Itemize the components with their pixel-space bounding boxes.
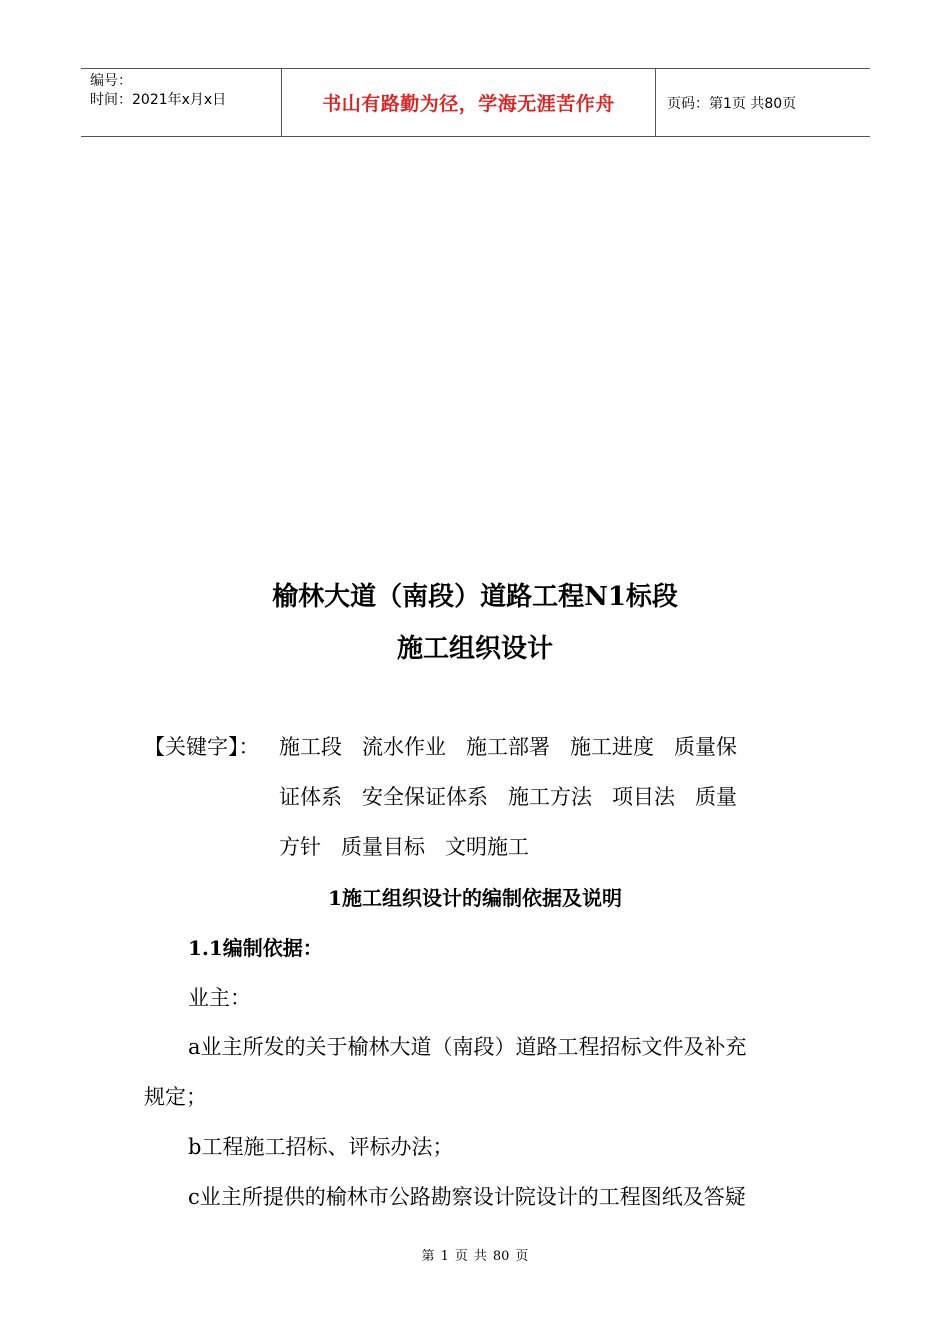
keyword: 施工部署 xyxy=(466,735,550,759)
document-title: 榆林大道（南段）道路工程N1标段 xyxy=(272,582,678,612)
keyword: 施工方法 xyxy=(508,785,592,809)
keywords-label: 【关键字】： xyxy=(144,735,260,759)
footer-total-pages: 80 xyxy=(492,1249,510,1264)
footer-text: 共 xyxy=(473,1249,487,1264)
document-subtitle: 施工组织设计 xyxy=(396,634,553,664)
footer-text: 第 xyxy=(421,1249,435,1264)
keyword: 项目法 xyxy=(612,785,675,809)
keywords-row-1 xyxy=(279,731,737,761)
keyword: 文明施工 xyxy=(445,835,529,859)
keyword: 安全保证体系 xyxy=(362,785,488,809)
keyword: 方针 xyxy=(279,835,321,859)
item-b: b工程施工招标、评标办法； xyxy=(188,1135,454,1159)
page-footer xyxy=(0,1245,950,1264)
owner-label: 业主： xyxy=(188,986,251,1010)
item-a-line-2: 规定； xyxy=(144,1085,207,1109)
footer-text: 页 xyxy=(515,1249,529,1264)
keywords-row-3 xyxy=(279,831,529,861)
keyword: 施工段 xyxy=(279,735,342,759)
subsection-heading: 1.1编制依据： xyxy=(188,936,323,960)
page-header xyxy=(81,68,870,137)
section-heading: 1施工组织设计的编制依据及说明 xyxy=(328,886,622,910)
item-a-line-1: a业主所发的关于榆林大道（南段）道路工程招标文件及补充 xyxy=(188,1035,747,1059)
keyword: 流水作业 xyxy=(362,735,446,759)
item-c: c业主所提供的榆林市公路勘察设计院设计的工程图纸及答疑 xyxy=(188,1185,746,1209)
header-meta xyxy=(81,69,282,136)
document-number-label: 编号： xyxy=(90,73,132,89)
keyword: 质量保 xyxy=(674,735,737,759)
footer-text: 页 xyxy=(454,1249,468,1264)
footer-page-number: 1 xyxy=(440,1249,449,1264)
header-page-info: 页码：第1页 共80页 xyxy=(667,95,797,112)
keyword: 证体系 xyxy=(279,785,342,809)
header-motto: 书山有路勤为径，学海无涯苦作舟 xyxy=(282,69,656,136)
keywords-row-2 xyxy=(279,781,737,811)
keyword: 施工进度 xyxy=(570,735,654,759)
document-date: 时间：2021年x月x日 xyxy=(90,92,227,108)
keyword: 质量 xyxy=(695,785,737,809)
keyword: 质量目标 xyxy=(341,835,425,859)
